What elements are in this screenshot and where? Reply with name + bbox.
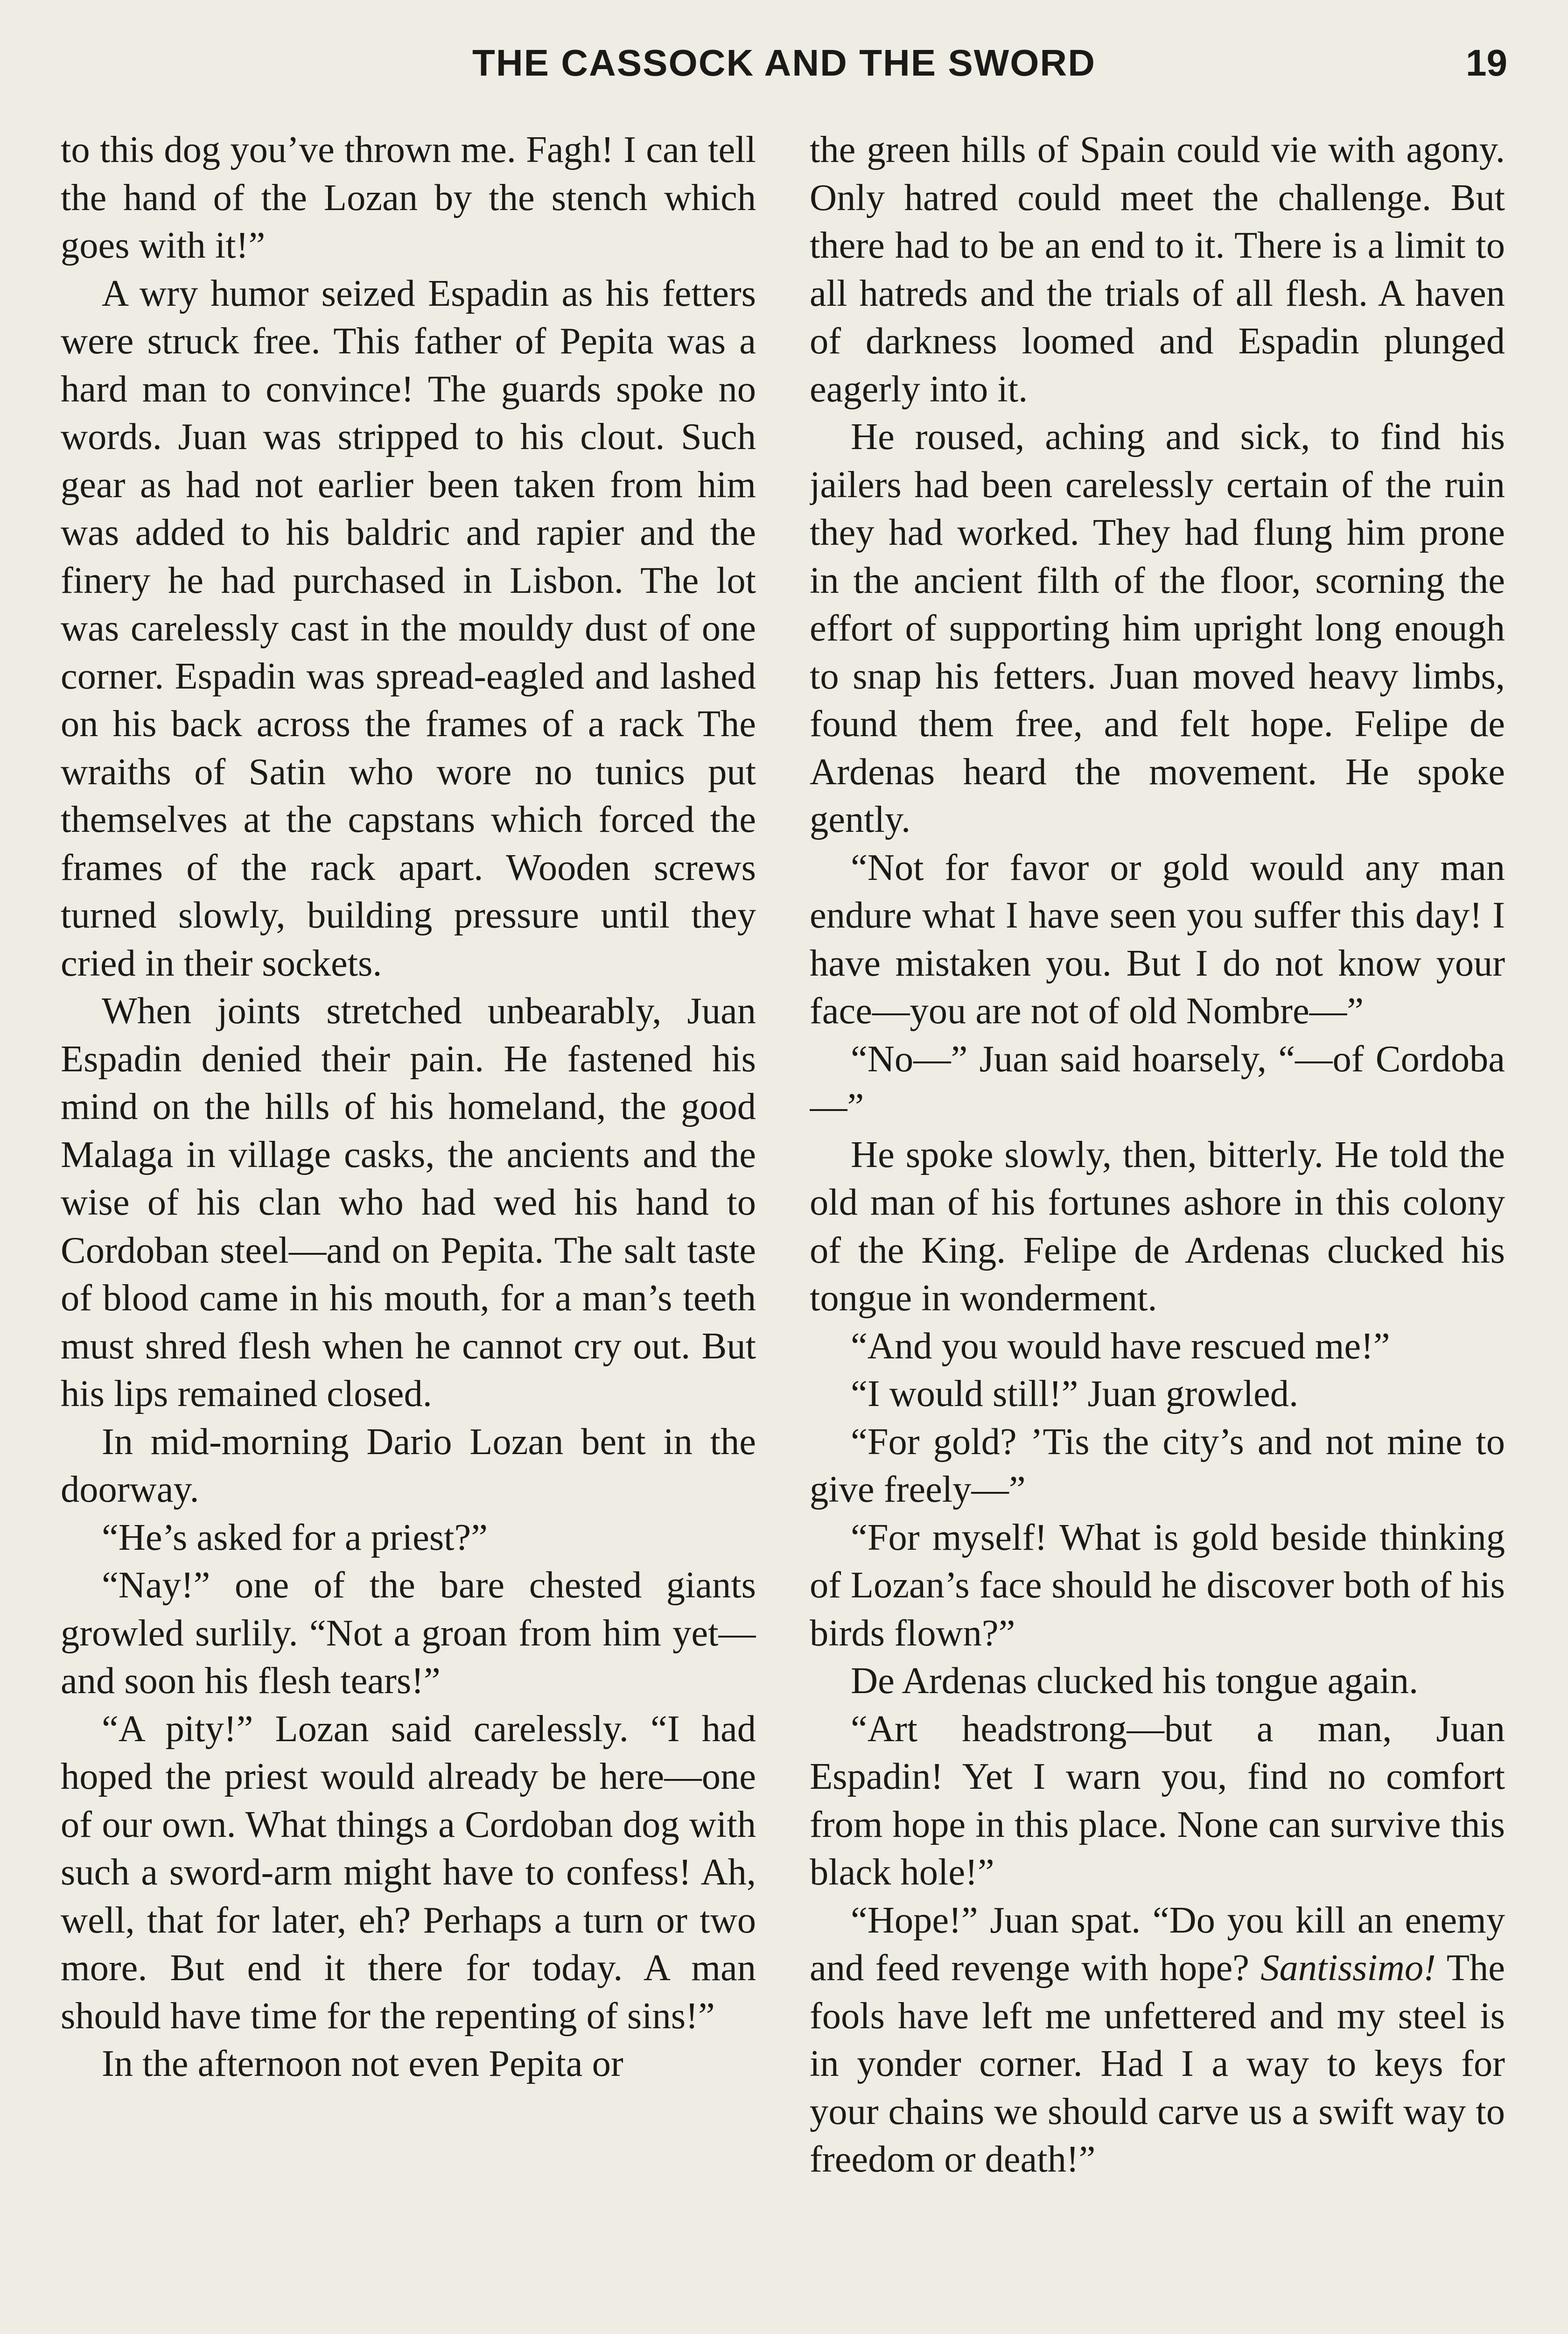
paragraph: “Art headstrong—but a man, Juan Espadin! Yet I warn you, find no comfort from hope in this place. None can survive this black hole!” <box>810 1708 1505 1893</box>
paragraph <box>810 1897 1505 2184</box>
italic-exclamation: Santissimo! <box>1260 1947 1436 1989</box>
paragraph: A wry humor seized Espadin as his fetters were struck free. This father of Pepita was a hard man to convince! The guards spoke no words. Juan was stripped to his clout. Such gear as had not earlier been taken from him was added to his baldric and rapier and the finery he had purchased in Lisbon. The lot was carelessly cast in the mouldy dust of one corner. Espadin was spread-eagled and lashed on his back across the frames of a rack The wraiths of Satin who wore no tunics put themselves at the capstans which forced the frames of the rack apart. Wooden screws turned slowly, building pressure until they cried in their sockets. <box>61 272 756 984</box>
paragraph: “No—” Juan said hoarsely, “—of Cordoba—” <box>810 1038 1505 1127</box>
paragraph-text: The fools have left me unfettered and my steel is in yonder corner. Had I a way to keys for your chains we should carve us a swift way to freedom or death!” <box>810 1947 1505 2180</box>
paragraph: In the afternoon not even Pepita or <box>102 2043 623 2084</box>
paragraph: “For myself! What is gold beside thinking of Lozan’s face should he discover both of his birds flown?” <box>810 1516 1505 1654</box>
left-column <box>61 126 756 2334</box>
paragraph: “For gold? ’Tis the city’s and not mine to give freely—” <box>810 1420 1505 1510</box>
paragraph: “Not for favor or gold would any man endure what I have seen you suffer this day! I have mistaken you. But I do not know your face—you are not of old Nombre—” <box>810 846 1505 1032</box>
paragraph: He roused, aching and sick, to find his jailers had been carelessly certain of the ruin they had worked. They had flung him prone in the ancient filth of the floor, scorning the effort of supporting him upright long enough to snap his fetters. Juan moved heavy limbs, found them free, and felt hope. Felipe de Ardenas heard the movement. He spoke gently. <box>810 416 1505 840</box>
paragraph: When joints stretched unbearably, Juan Espadin denied their pain. He fastened his mind on the hills of his homeland, the good Malaga in village casks, the ancients and the wise of his clan who had wed his hand to Cordoban steel—and on Pepita. The salt taste of blood came in his mouth, for a man’s teeth must shred flesh when he cannot cry out. But his lips remained closed. <box>61 990 756 1414</box>
paragraph-text: “Hope!” Juan spat. “Do you kill an enemy and feed revenge with hope? <box>810 1899 1505 1989</box>
paragraph: “He’s asked for a priest?” <box>102 1516 488 1558</box>
right-column <box>810 126 1505 2334</box>
running-title: THE CASSOCK AND THE SWORD <box>472 42 1096 84</box>
paragraph: He spoke slowly, then, bitterly. He told the old man of his fortunes ashore in this colony of the King. Felipe de Ardenas clucked his tongue in wonderment. <box>810 1133 1505 1319</box>
paragraph: In mid-morning Dario Lozan bent in the doorway. <box>61 1420 756 1510</box>
paragraph: to this dog you’ve thrown me. Fagh! I can tell the hand of the Lozan by the stench which goes with it!” <box>61 129 756 266</box>
page-number: 19 <box>1466 42 1507 84</box>
paragraph: the green hills of Spain could vie with agony. Only hatred could meet the challenge. But there had to be an end to it. There is a limit to all hatreds and the trials of all flesh. A haven of darkness loomed and Espadin plunged eagerly into it. <box>810 129 1505 410</box>
page-header <box>0 37 1568 89</box>
paragraph: “And you would have rescued me!” <box>851 1325 1390 1367</box>
paragraph: “A pity!” Lozan said carelessly. “I had hoped the priest would already be here—one of our own. What things a Cordoban dog with such a sword-arm might have to confess! Ah, well, that for later, eh? Perhaps a turn or two more. But end it there for today. A man should have time for the repenting of sins!” <box>61 1708 756 2037</box>
paragraph: “I would still!” Juan growled. <box>851 1373 1299 1414</box>
paragraph: De Ardenas clucked his tongue again. <box>851 1660 1419 1701</box>
paragraph: “Nay!” one of the bare chested giants growled surlily. “Not a groan from him yet—and soon his flesh tears!” <box>61 1564 756 1701</box>
